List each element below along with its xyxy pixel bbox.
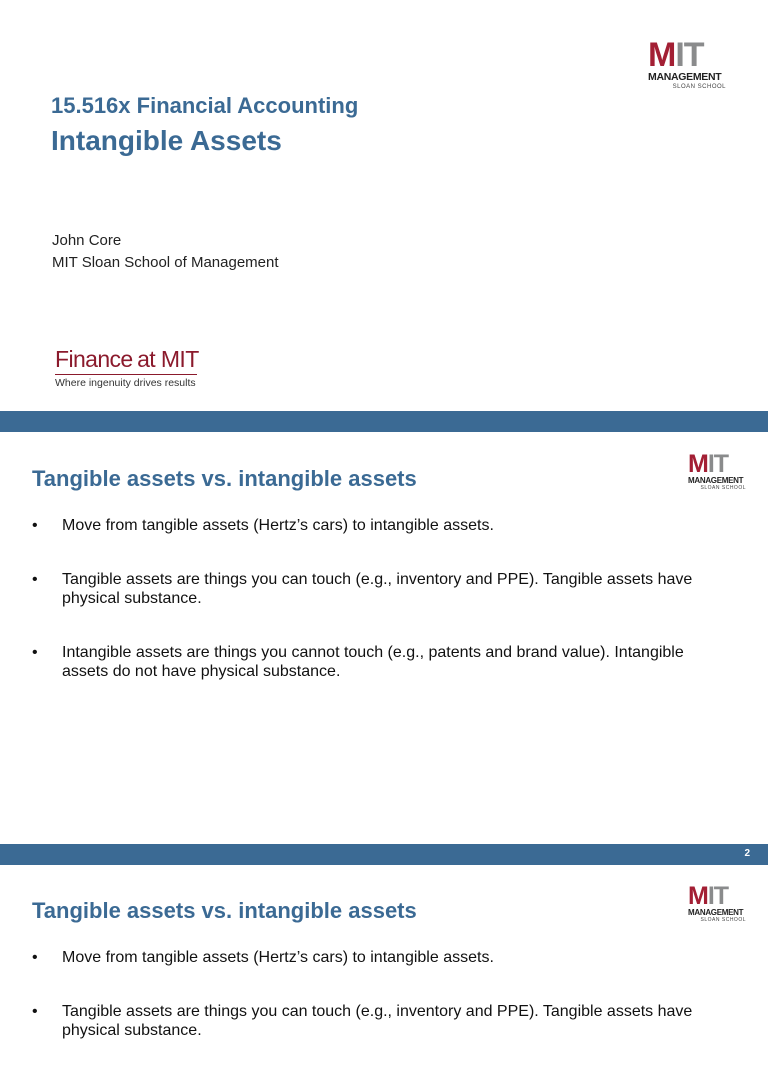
- mit-logo-sloan-school: SLOAN SCHOOL: [700, 485, 746, 491]
- bullet-list: [32, 948, 732, 1075]
- mit-logo-management: MANAGEMENT: [688, 908, 744, 917]
- bullet-text: Move from tangible assets (Hertz’s cars) to intangible assets.: [62, 517, 494, 534]
- lecture-title: Intangible Assets: [51, 125, 282, 156]
- bullet-item: [32, 570, 732, 608]
- finance-logo-rule: [55, 374, 197, 375]
- title-slide: [0, 0, 768, 411]
- finance-logo-tagline: Where ingenuity drives results: [55, 377, 196, 389]
- mit-logo-it: IT: [707, 882, 729, 910]
- bullet-item: [32, 516, 732, 535]
- mit-sloan-logo: [648, 38, 726, 90]
- author-affiliation: MIT Sloan School of Management: [52, 254, 279, 271]
- slide-footer-bar: [0, 411, 768, 432]
- mit-sloan-logo: [688, 452, 746, 491]
- mit-logo-it: IT: [707, 450, 729, 478]
- bullet-list: [32, 516, 732, 716]
- bullet-item: [32, 948, 732, 967]
- bullet-dot: •: [32, 949, 38, 966]
- mit-logo-management: MANAGEMENT: [688, 476, 744, 485]
- bullet-item: [32, 1002, 732, 1040]
- bullet-text: Move from tangible assets (Hertz’s cars) to intangible assets.: [62, 949, 494, 966]
- content-slide: [0, 865, 768, 1039]
- content-slide: [0, 432, 768, 844]
- slide-title: Tangible assets vs. intangible assets: [32, 898, 417, 923]
- mit-logo-sloan-school: SLOAN SCHOOL: [700, 917, 746, 923]
- finance-logo-at-mit: at MIT: [137, 346, 199, 372]
- author-name: John Core: [52, 232, 122, 249]
- bullet-text: Tangible assets are things you can touch (e.g., inventory and PPE). Tangible assets have physical substance.: [62, 1003, 693, 1039]
- mit-sloan-logo: [688, 884, 746, 923]
- mit-logo-sloan-school: SLOAN SCHOOL: [672, 83, 726, 90]
- mit-logo-m: M: [688, 450, 708, 478]
- bullet-dot: •: [32, 644, 38, 661]
- slide-title: Tangible assets vs. intangible assets: [32, 466, 417, 491]
- bullet-dot: •: [32, 571, 38, 588]
- slide-footer-bar: [0, 844, 768, 865]
- bullet-dot: •: [32, 517, 38, 534]
- bullet-item: [32, 643, 732, 681]
- finance-logo-word: Finance: [55, 346, 133, 372]
- mit-logo-m: M: [648, 36, 676, 74]
- bullet-dot: •: [32, 1003, 38, 1020]
- mit-logo-m: M: [688, 882, 708, 910]
- mit-logo-it: IT: [675, 36, 704, 74]
- course-title: 15.516x Financial Accounting: [51, 93, 359, 118]
- page-number: 2: [744, 848, 750, 859]
- author-block: [52, 230, 279, 274]
- bullet-text: Intangible assets are things you cannot touch (e.g., patents and brand value). Intangible assets do not have physical substance.: [62, 644, 684, 680]
- finance-at-mit-logo: [55, 346, 199, 389]
- mit-logo-management: MANAGEMENT: [648, 71, 722, 83]
- bullet-text: Tangible assets are things you can touch (e.g., inventory and PPE). Tangible assets have physical substance.: [62, 571, 693, 607]
